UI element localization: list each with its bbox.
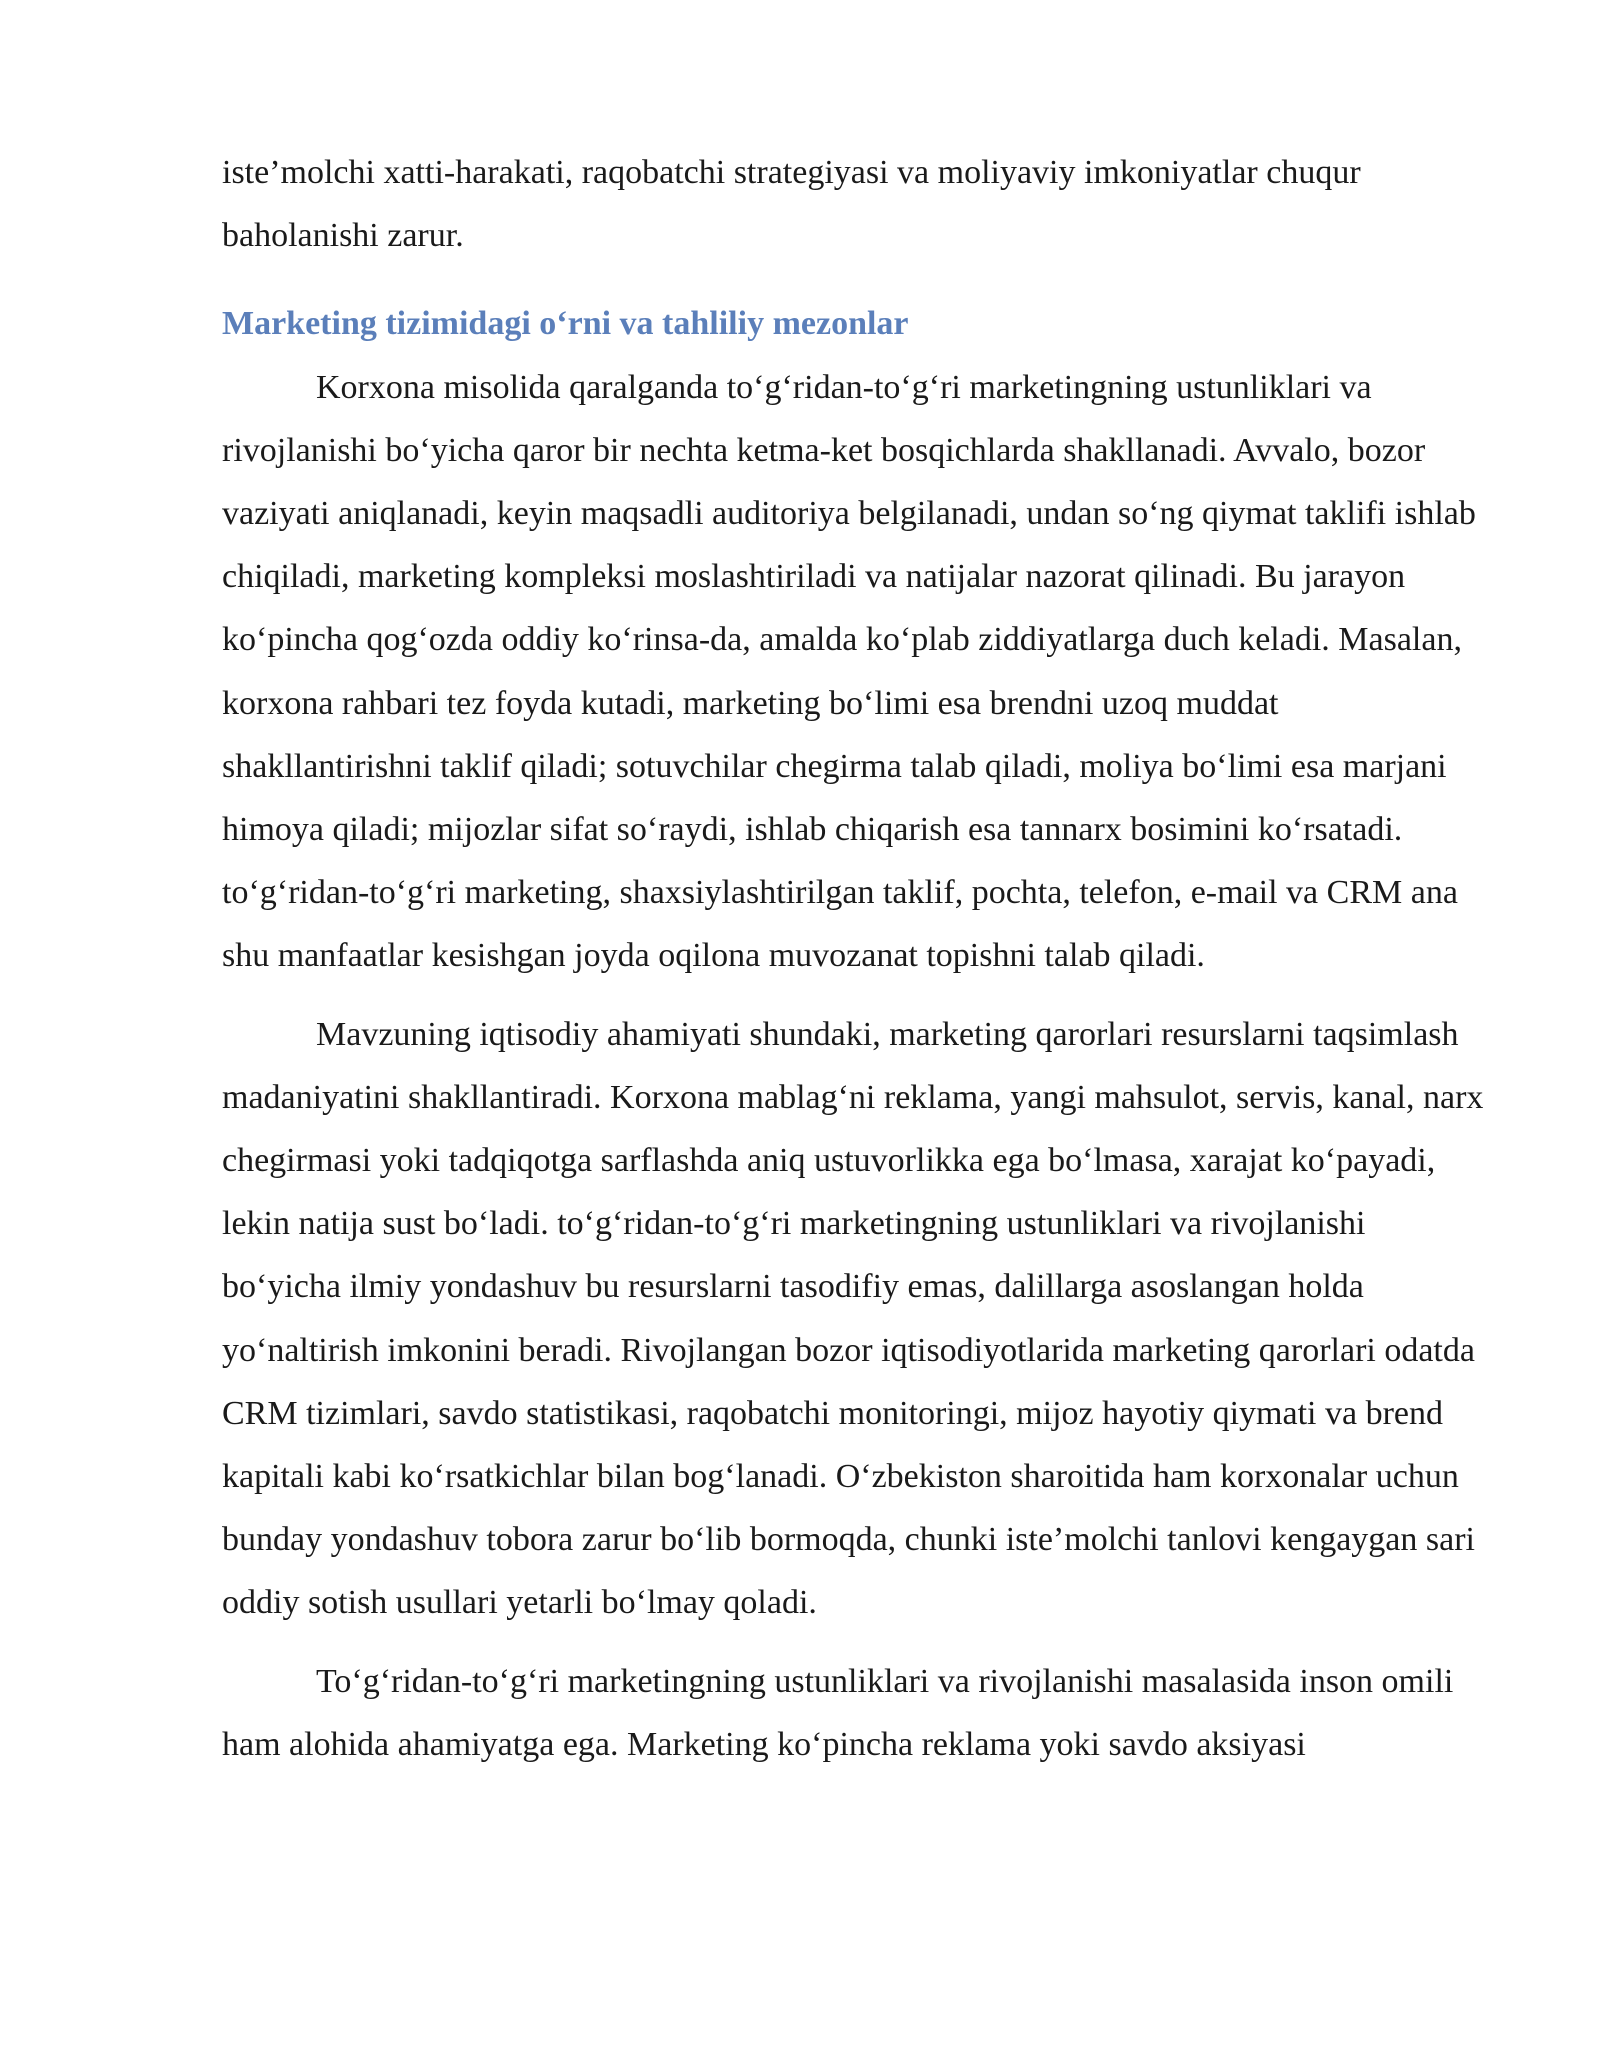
- paragraph-economic-importance: Mavzuning iqtisodiy ahamiyati shundaki, marketing qarorlari resurslarni taqsimlash madaniyatini shakllantiradi. Korxona mablag‘ni reklama, yangi mahsulot, servis, kanal, narx chegirmasi yoki tadqiqotga sarflashda aniq ustuvorlikka ega bo‘lmasa, xarajat ko‘payadi, lekin natija sust bo‘ladi. to‘g‘ridan-to‘g‘ri marketingning ustunliklari va rivojlanishi bo‘yicha ilmiy yondashuv bu resurslarni tasodifiy emas, dalillarga asoslangan holda yo‘naltirish imkonini beradi. Rivojlangan bozor iqtisodiyotlarida marketing qarorlari odatda CRM tizimlari, savdo statistikasi, raqobatchi monitoringi, mijoz hayotiy qiymati va brend kapitali kabi ko‘rsatkichlar bilan bog‘lanadi. O‘zbekiston sharoitida ham korxonalar uchun bunday yondashuv tobora zarur bo‘lib bormoqda, chunki iste’molchi tanlovi kengaygan sari oddiy sotish usullari yetarli bo‘lmay qoladi.: [222, 1015, 1484, 1622]
- paragraph-decision-stages: Korxona misolida qaralganda to‘g‘ridan-to‘g‘ri marketingning ustunliklari va rivojlanishi bo‘yicha qaror bir nechta ketma-ket bosqichlarda shakllanadi. Avvalo, bozor vaziyati aniqlanadi, keyin maqsadli auditoriya belgilanadi, undan so‘ng qiymat taklifi ishlab chiqiladi, marketing kompleksi moslashtiriladi va natijalar nazorat qilinadi. Bu jarayon ko‘pincha qog‘ozda oddiy ko‘rinsa-da, amalda ko‘plab ziddiyatlarga duch keladi. Masalan, korxona rahbari tez foyda kutadi, marketing bo‘limi esa brendni uzoq muddat shakllantirishni taklif qiladi; sotuvchilar chegirma talab qiladi, moliya bo‘limi esa marjani himoya qiladi; mijozlar sifat so‘raydi, ishlab chiqarish esa tannarx bosimini ko‘rsatadi. to‘g‘ridan-to‘g‘ri marketing, shaxsiylashtirilgan taklif, pochta, telefon, e-mail va CRM ana shu manfaatlar kesishgan joyda oqilona muvozanat topishni talab qiladi.: [222, 368, 1476, 975]
- document-body: [222, 141, 1487, 1776]
- paragraph-human-factor: To‘g‘ridan-to‘g‘ri marketingning ustunliklari va rivojlanishi masalasida inson omili ham alohida ahamiyatga ega. Marketing ko‘pincha reklama yoki savdo aksiyasi: [222, 1662, 1454, 1763]
- section-heading: Marketing tizimidagi o‘rni va tahliliy mezonlar: [222, 305, 909, 343]
- paragraph-continuation: iste’molchi xatti-harakati, raqobatchi strategiyasi va moliyaviy imkoniyatlar chuqur baholanishi zarur.: [222, 154, 1361, 255]
